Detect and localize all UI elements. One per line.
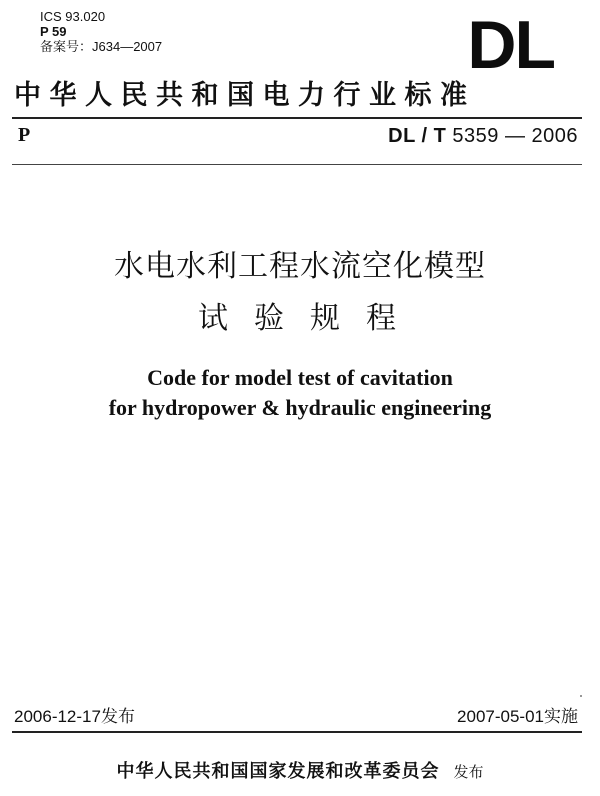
- p-code: P 59: [40, 24, 67, 39]
- implementation-date: 2007-05-01实施: [457, 707, 578, 726]
- subtitle-chinese: 试验规程: [198, 301, 422, 336]
- ics-code: ICS 93.020: [40, 9, 106, 24]
- title-chinese: 水电水利工程水流空化模型: [114, 249, 486, 284]
- record-number: 备案号：J634—2007: [40, 39, 163, 54]
- standard-code: [388, 124, 578, 148]
- classification-letter: P: [18, 124, 31, 146]
- publisher-name: 中华人民共和国国家发展和改革委员会: [116, 761, 440, 782]
- code-divider: [12, 164, 582, 165]
- issue-date: 2006-12-17发布: [14, 707, 135, 726]
- standard-category-heading: 中华人民共和国电力行业标准: [14, 80, 476, 111]
- title-english-line-2: for hydropower & hydraulic engineering: [108, 395, 492, 420]
- publisher: [0, 761, 600, 783]
- title-english-line-1: Code for model test of cavitation: [147, 365, 453, 390]
- publisher-suffix: 发布: [453, 763, 484, 781]
- standard-code-number: 5359 — 2006: [452, 125, 578, 147]
- footer-divider: [12, 731, 582, 733]
- header-divider: [12, 117, 582, 119]
- dl-logo: DL: [467, 7, 554, 83]
- scan-speck: [580, 695, 582, 697]
- standard-code-prefix: DL / T: [388, 125, 447, 147]
